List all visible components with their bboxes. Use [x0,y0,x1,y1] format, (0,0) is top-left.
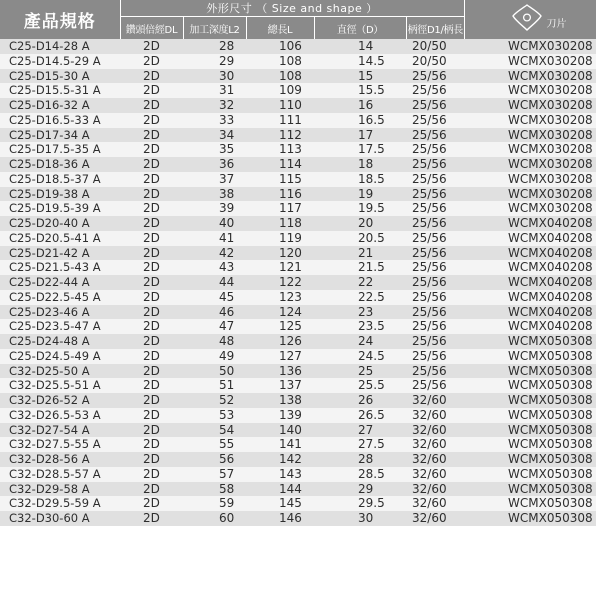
insert-code-cell: WCMX040208 [464,290,596,305]
product-code-cell: C25-D19-38 A [0,187,120,202]
total-length-cell: 138 [246,393,314,408]
product-code-cell: C25-D16-32 A [0,98,120,113]
product-code-cell: C25-D24-48 A [0,334,120,349]
product-code-cell: C25-D21-42 A [0,246,120,261]
machining-depth-cell: 49 [183,349,246,364]
table-row [0,201,596,216]
total-length-cell: 137 [246,378,314,393]
drill-ratio-cell: 2D [120,231,183,246]
shank-cell: 25/56 [406,305,464,320]
drill-ratio-cell: 2D [120,437,183,452]
total-length-cell: 140 [246,423,314,438]
machining-depth-cell: 31 [183,83,246,98]
shank-cell: 25/56 [406,290,464,305]
drill-ratio-cell: 2D [120,54,183,69]
table-row [0,83,596,98]
shank-cell: 32/60 [406,467,464,482]
diameter-cell: 28 [314,452,406,467]
total-length-cell: 120 [246,246,314,261]
shank-cell: 25/56 [406,128,464,143]
product-code-cell: C32-D28-56 A [0,452,120,467]
table-row [0,334,596,349]
table-row [0,393,596,408]
diameter-cell: 16.5 [314,113,406,128]
machining-depth-cell: 51 [183,378,246,393]
insert-code-cell: WCMX040208 [464,231,596,246]
insert-code-cell: WCMX050308 [464,482,596,497]
shank-cell: 32/60 [406,511,464,526]
product-code-cell: C25-D22-44 A [0,275,120,290]
product-code-cell: C25-D19.5-39 A [0,201,120,216]
insert-code-cell: WCMX050308 [464,334,596,349]
machining-depth-cell: 53 [183,408,246,423]
shank-cell: 25/56 [406,246,464,261]
insert-code-cell: WCMX050308 [464,393,596,408]
machining-depth-cell: 40 [183,216,246,231]
machining-depth-cell: 46 [183,305,246,320]
drill-ratio-cell: 2D [120,83,183,98]
total-length-cell: 117 [246,201,314,216]
table-row [0,260,596,275]
total-length-cell: 126 [246,334,314,349]
insert-code-cell: WCMX030208 [464,54,596,69]
insert-code-cell: WCMX030208 [464,83,596,98]
shank-cell: 25/56 [406,319,464,334]
table-row [0,69,596,84]
machining-depth-cell: 48 [183,334,246,349]
total-length-cell: 121 [246,260,314,275]
total-length-cell: 142 [246,452,314,467]
diameter-cell: 29 [314,482,406,497]
table-header [0,0,596,39]
table-row [0,113,596,128]
shank-cell: 25/56 [406,216,464,231]
machining-depth-header: 加工深度L2 [183,17,246,40]
shank-cell: 25/56 [406,334,464,349]
total-length-cell: 116 [246,187,314,202]
machining-depth-cell: 28 [183,39,246,54]
diameter-cell: 20 [314,216,406,231]
total-length-cell: 139 [246,408,314,423]
drill-ratio-cell: 2D [120,334,183,349]
diameter-cell: 14 [314,39,406,54]
insert-code-cell: WCMX030208 [464,172,596,187]
drill-ratio-cell: 2D [120,172,183,187]
drill-ratio-cell: 2D [120,452,183,467]
table-row [0,511,596,526]
table-row [0,319,596,334]
shank-cell: 32/60 [406,496,464,511]
table-row [0,216,596,231]
insert-code-cell: WCMX030208 [464,69,596,84]
drill-ratio-cell: 2D [120,201,183,216]
insert-code-cell: WCMX050308 [464,378,596,393]
insert-code-cell: WCMX050308 [464,349,596,364]
table-row [0,290,596,305]
table-row [0,364,596,379]
product-code-cell: C32-D27-54 A [0,423,120,438]
diameter-cell: 20.5 [314,231,406,246]
insert-code-cell: WCMX040208 [464,216,596,231]
diameter-cell: 18.5 [314,172,406,187]
table-row [0,452,596,467]
product-code-cell: C32-D29.5-59 A [0,496,120,511]
shank-cell: 25/56 [406,113,464,128]
total-length-cell: 144 [246,482,314,497]
total-length-cell: 109 [246,83,314,98]
diameter-cell: 24 [314,334,406,349]
machining-depth-cell: 43 [183,260,246,275]
insert-code-cell: WCMX050308 [464,437,596,452]
diameter-cell: 16 [314,98,406,113]
drill-ratio-cell: 2D [120,157,183,172]
total-length-header: 總長L [246,17,314,40]
table-row [0,54,596,69]
diameter-cell: 22.5 [314,290,406,305]
insert-code-cell: WCMX030208 [464,157,596,172]
insert-icon [511,4,543,32]
shank-cell: 25/56 [406,142,464,157]
machining-depth-cell: 47 [183,319,246,334]
product-code-cell: C25-D15.5-31 A [0,83,120,98]
insert-code-cell: WCMX040208 [464,246,596,261]
insert-code-cell: WCMX030208 [464,98,596,113]
drill-ratio-cell: 2D [120,246,183,261]
shank-cell: 20/50 [406,54,464,69]
size-shape-header: 外形尺寸 （ Size and shape ） [120,0,464,17]
insert-code-cell: WCMX050308 [464,467,596,482]
table-row [0,437,596,452]
drill-ratio-cell: 2D [120,423,183,438]
total-length-cell: 145 [246,496,314,511]
shank-cell: 32/60 [406,452,464,467]
table-row [0,275,596,290]
total-length-cell: 141 [246,437,314,452]
insert-code-cell: WCMX050308 [464,496,596,511]
drill-ratio-cell: 2D [120,408,183,423]
diameter-cell: 17.5 [314,142,406,157]
machining-depth-cell: 35 [183,142,246,157]
insert-code-cell: WCMX050308 [464,511,596,526]
table-row [0,305,596,320]
product-code-cell: C25-D18.5-37 A [0,172,120,187]
shank-cell: 25/56 [406,157,464,172]
shank-cell: 25/56 [406,364,464,379]
shank-cell: 32/60 [406,393,464,408]
table-row [0,482,596,497]
machining-depth-cell: 54 [183,423,246,438]
insert-code-cell: WCMX040208 [464,319,596,334]
machining-depth-cell: 44 [183,275,246,290]
total-length-cell: 118 [246,216,314,231]
insert-code-cell: WCMX030208 [464,39,596,54]
product-code-cell: C25-D18-36 A [0,157,120,172]
shank-cell: 32/60 [406,423,464,438]
insert-code-cell: WCMX050308 [464,423,596,438]
total-length-cell: 146 [246,511,314,526]
table-row [0,98,596,113]
diameter-cell: 27.5 [314,437,406,452]
insert-code-cell: WCMX040208 [464,275,596,290]
insert-code-cell: WCMX050308 [464,364,596,379]
shank-cell: 25/56 [406,187,464,202]
diameter-cell: 21.5 [314,260,406,275]
shank-cell: 20/50 [406,39,464,54]
diameter-cell: 14.5 [314,54,406,69]
product-code-cell: C32-D26.5-53 A [0,408,120,423]
diameter-cell: 18 [314,157,406,172]
total-length-cell: 127 [246,349,314,364]
machining-depth-cell: 29 [183,54,246,69]
shank-cell: 25/56 [406,231,464,246]
diameter-cell: 25.5 [314,378,406,393]
drill-ratio-cell: 2D [120,260,183,275]
machining-depth-cell: 55 [183,437,246,452]
machining-depth-cell: 52 [183,393,246,408]
product-code-cell: C25-D23-46 A [0,305,120,320]
total-length-cell: 115 [246,172,314,187]
total-length-cell: 110 [246,98,314,113]
drill-ratio-cell: 2D [120,142,183,157]
table-row [0,157,596,172]
table-row [0,349,596,364]
machining-depth-cell: 41 [183,231,246,246]
shank-cell: 25/56 [406,260,464,275]
total-length-cell: 114 [246,157,314,172]
drill-ratio-cell: 2D [120,275,183,290]
machining-depth-cell: 39 [183,201,246,216]
drill-ratio-cell: 2D [120,98,183,113]
diameter-cell: 28.5 [314,467,406,482]
product-code-cell: C25-D16.5-33 A [0,113,120,128]
shank-cell: 32/60 [406,437,464,452]
table-row [0,187,596,202]
drill-ratio-cell: 2D [120,187,183,202]
total-length-cell: 123 [246,290,314,305]
machining-depth-cell: 57 [183,467,246,482]
diameter-cell: 30 [314,511,406,526]
table-row [0,172,596,187]
drill-ratio-cell: 2D [120,393,183,408]
machining-depth-cell: 37 [183,172,246,187]
shank-cell: 25/56 [406,83,464,98]
insert-code-cell: WCMX030208 [464,128,596,143]
drill-ratio-cell: 2D [120,349,183,364]
machining-depth-cell: 58 [183,482,246,497]
insert-code-cell: WCMX040208 [464,260,596,275]
product-code-cell: C25-D21.5-43 A [0,260,120,275]
insert-code-cell: WCMX050308 [464,408,596,423]
total-length-cell: 108 [246,54,314,69]
insert-code-cell: WCMX030208 [464,201,596,216]
table-row [0,231,596,246]
diameter-header: 直徑（D） [314,17,406,40]
drill-ratio-cell: 2D [120,113,183,128]
drill-ratio-cell: 2D [120,378,183,393]
total-length-cell: 112 [246,128,314,143]
total-length-cell: 136 [246,364,314,379]
product-code-cell: C32-D29-58 A [0,482,120,497]
product-code-cell: C25-D23.5-47 A [0,319,120,334]
total-length-cell: 122 [246,275,314,290]
machining-depth-cell: 56 [183,452,246,467]
diameter-cell: 26 [314,393,406,408]
diameter-cell: 24.5 [314,349,406,364]
product-code-cell: C25-D17-34 A [0,128,120,143]
drill-ratio-cell: 2D [120,496,183,511]
table-row [0,39,596,54]
shank-cell: 25/56 [406,172,464,187]
drill-ratio-header: 鑽頭倍經DL [120,17,183,40]
shank-cell: 25/56 [406,201,464,216]
drill-ratio-cell: 2D [120,216,183,231]
product-code-cell: C32-D25-50 A [0,364,120,379]
product-code-cell: C25-D17.5-35 A [0,142,120,157]
insert-code-cell: WCMX040208 [464,305,596,320]
table-row [0,378,596,393]
shank-cell: 32/60 [406,408,464,423]
insert-code-cell: WCMX030208 [464,113,596,128]
diameter-cell: 26.5 [314,408,406,423]
diameter-cell: 15.5 [314,83,406,98]
shank-cell: 25/56 [406,275,464,290]
total-length-cell: 143 [246,467,314,482]
diameter-cell: 29.5 [314,496,406,511]
product-code-cell: C25-D15-30 A [0,69,120,84]
insert-code-cell: WCMX030208 [464,187,596,202]
machining-depth-cell: 36 [183,157,246,172]
diameter-cell: 19 [314,187,406,202]
total-length-cell: 111 [246,113,314,128]
drill-ratio-cell: 2D [120,290,183,305]
machining-depth-cell: 60 [183,511,246,526]
product-spec-header: 產品規格 [0,0,120,39]
drill-ratio-cell: 2D [120,467,183,482]
diameter-cell: 21 [314,246,406,261]
machining-depth-cell: 45 [183,290,246,305]
diameter-cell: 25 [314,364,406,379]
machining-depth-cell: 38 [183,187,246,202]
product-code-cell: C32-D28.5-57 A [0,467,120,482]
diameter-cell: 27 [314,423,406,438]
total-length-cell: 106 [246,39,314,54]
machining-depth-cell: 30 [183,69,246,84]
machining-depth-cell: 33 [183,113,246,128]
drill-ratio-cell: 2D [120,128,183,143]
machining-depth-cell: 59 [183,496,246,511]
insert-header [464,0,596,39]
insert-label: 刀片 [546,19,567,30]
machining-depth-cell: 42 [183,246,246,261]
table-row [0,408,596,423]
drill-ratio-cell: 2D [120,364,183,379]
shank-cell: 25/56 [406,378,464,393]
product-code-cell: C32-D30-60 A [0,511,120,526]
drill-ratio-cell: 2D [120,69,183,84]
table-row [0,496,596,511]
machining-depth-cell: 50 [183,364,246,379]
product-code-cell: C25-D22.5-45 A [0,290,120,305]
total-length-cell: 124 [246,305,314,320]
drill-ratio-cell: 2D [120,482,183,497]
product-code-cell: C32-D26-52 A [0,393,120,408]
total-length-cell: 125 [246,319,314,334]
insert-code-cell: WCMX050308 [464,452,596,467]
table-row [0,128,596,143]
diameter-cell: 23.5 [314,319,406,334]
product-code-cell: C25-D24.5-49 A [0,349,120,364]
table-body [0,39,596,526]
drill-ratio-cell: 2D [120,319,183,334]
table-row [0,142,596,157]
shank-cell: 25/56 [406,98,464,113]
shank-cell: 32/60 [406,482,464,497]
product-code-cell: C25-D20.5-41 A [0,231,120,246]
product-code-cell: C32-D27.5-55 A [0,437,120,452]
diameter-cell: 22 [314,275,406,290]
drill-ratio-cell: 2D [120,39,183,54]
product-code-cell: C25-D20-40 A [0,216,120,231]
insert-code-cell: WCMX030208 [464,142,596,157]
shank-header: 柄徑D1/柄長 [406,17,464,40]
total-length-cell: 119 [246,231,314,246]
diameter-cell: 23 [314,305,406,320]
drill-ratio-cell: 2D [120,305,183,320]
product-code-cell: C25-D14-28 A [0,39,120,54]
product-code-cell: C25-D14.5-29 A [0,54,120,69]
machining-depth-cell: 34 [183,128,246,143]
table-row [0,423,596,438]
total-length-cell: 108 [246,69,314,84]
diameter-cell: 15 [314,69,406,84]
diameter-cell: 19.5 [314,201,406,216]
table-row [0,467,596,482]
product-code-cell: C32-D25.5-51 A [0,378,120,393]
shank-cell: 25/56 [406,349,464,364]
table-row [0,246,596,261]
diameter-cell: 17 [314,128,406,143]
machining-depth-cell: 32 [183,98,246,113]
total-length-cell: 113 [246,142,314,157]
drill-ratio-cell: 2D [120,511,183,526]
shank-cell: 25/56 [406,69,464,84]
